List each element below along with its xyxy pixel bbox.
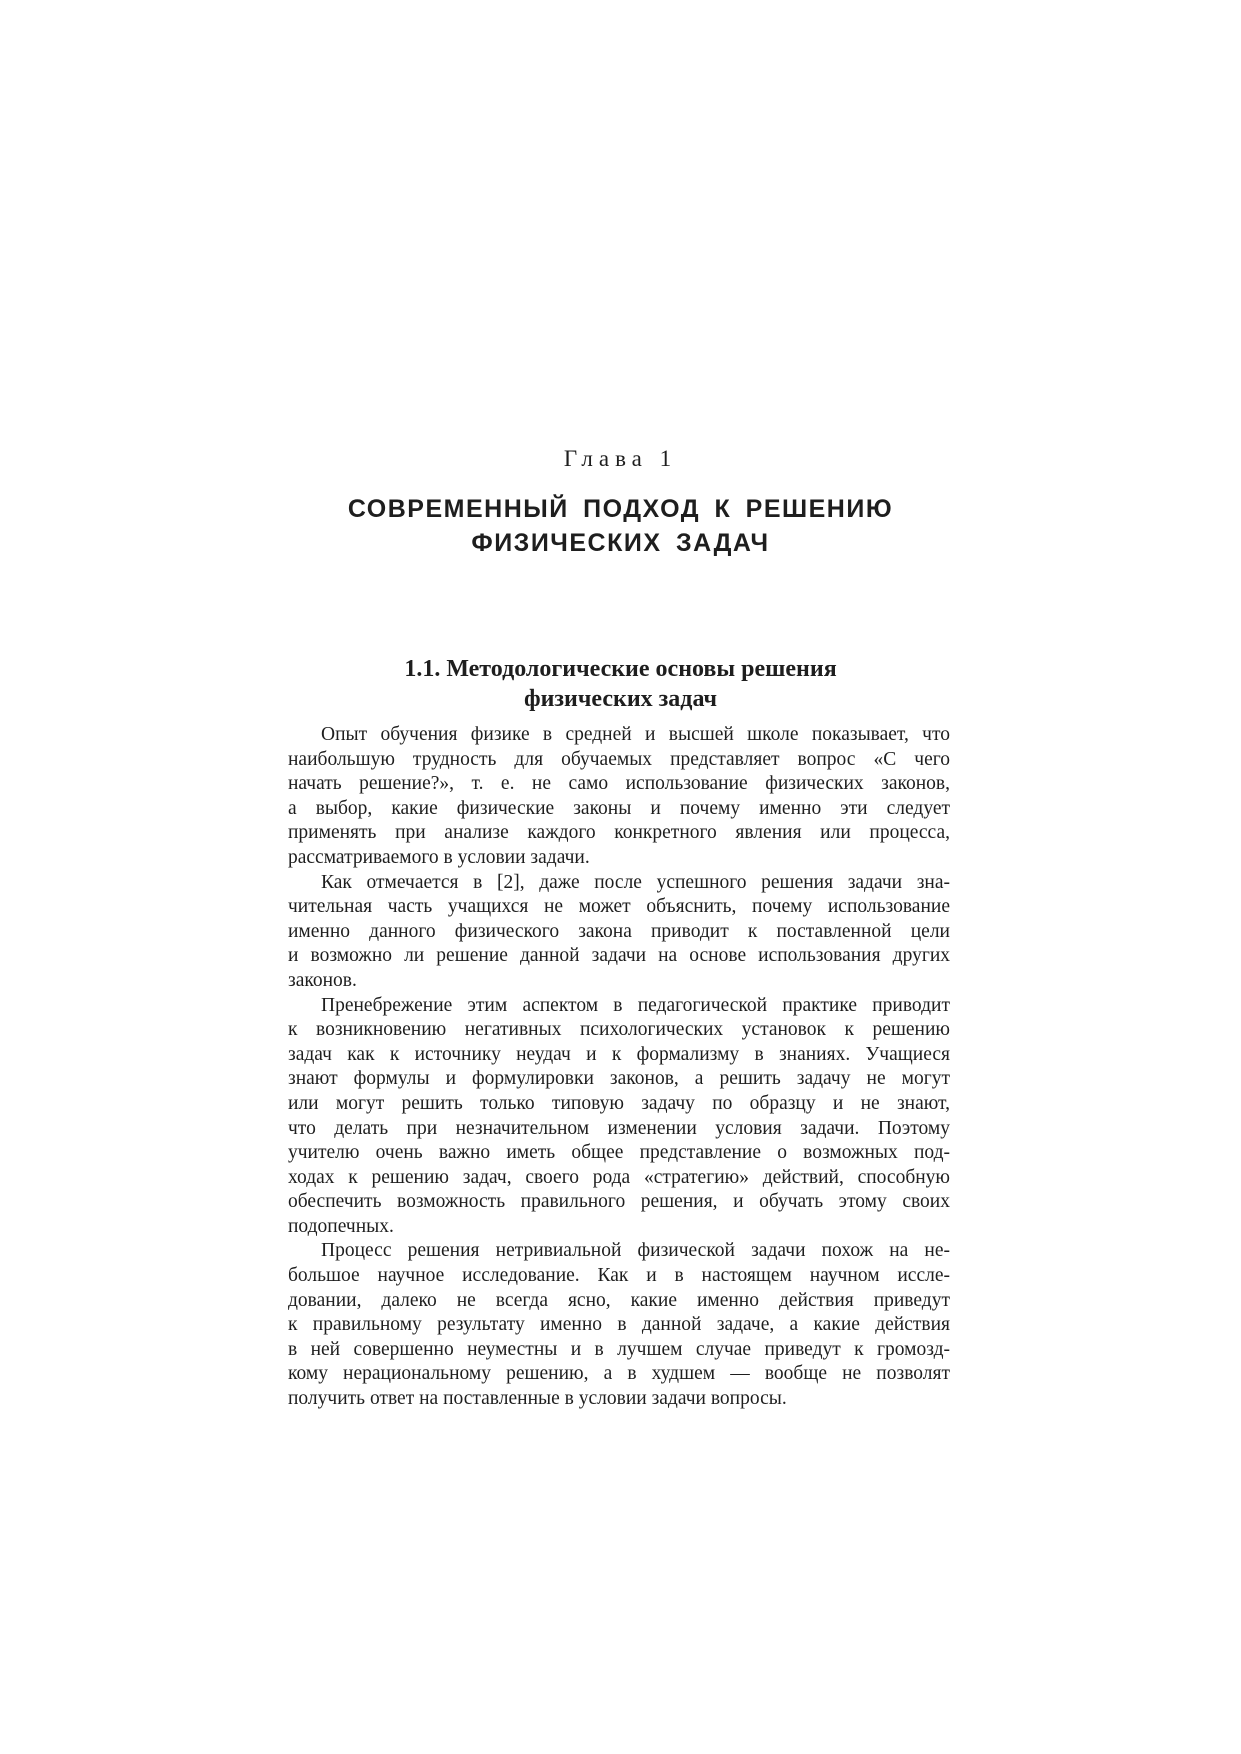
paragraph [288, 1239, 950, 1411]
text-line: большое научное исследование. Как и в настоящем научном иссле- [288, 1265, 950, 1287]
chapter-title-line: СОВРЕМЕННЫЙ ПОДХОД К РЕШЕНИЮ [347, 495, 894, 523]
text-line: начать решение?», т. е. не само использование физических законов, [288, 773, 950, 795]
text-line: довании, далеко не всегда ясно, какие именно действия приведут [288, 1289, 950, 1311]
text-line: кому нерациональному решению, а в худшем — вообще не позволят [288, 1363, 950, 1385]
text-line: получить ответ на поставленные в условии задачи вопросы. [288, 1388, 787, 1410]
paragraph [288, 871, 950, 994]
section-title [0, 654, 1241, 714]
chapter-title-line: ФИЗИЧЕСКИХ ЗАДАЧ [471, 529, 770, 557]
text-line: учителю очень важно иметь общее представление о возможных под- [288, 1142, 950, 1164]
text-line: Процесс решения нетривиальной физической задачи похож на не- [321, 1240, 950, 1262]
section-title-line: 1.1. Методологические основы решения [404, 656, 837, 682]
text-line: Как отмечается в [2], даже после успешного решения задачи зна- [321, 871, 950, 893]
text-line: а выбор, какие физические законы и почему именно эти следует [288, 797, 950, 819]
text-line: подопечных. [288, 1215, 394, 1237]
text-line: или могут решить только типовую задачу по образцу и не знают, [288, 1092, 950, 1114]
body-text [288, 723, 950, 1412]
text-line: ходах к решению задач, своего рода «стратегию» действий, способную [288, 1166, 950, 1188]
text-line: в ней совершенно неуместны и в лучшем случае приведут к громозд- [288, 1338, 950, 1360]
text-line: Опыт обучения физике в средней и высшей школе показывает, что [321, 724, 950, 745]
paragraph [288, 994, 950, 1240]
chapter-title [0, 492, 1241, 560]
chapter-label: Глава 1 [563, 446, 678, 471]
text-line: что делать при незначительном изменении условия задачи. Поэтому [288, 1117, 950, 1139]
text-line: именно данного физического закона приводит к поставленной цели [288, 920, 950, 942]
text-line: обеспечить возможность правильного решения, и обучать этому своих [288, 1191, 950, 1213]
text-line: применять при анализе каждого конкретного явления или процесса, [288, 822, 950, 844]
section-title-line: физических задач [523, 686, 718, 712]
text-line: Пренебрежение этим аспектом в педагогической практике приводит [321, 994, 950, 1016]
text-line: законов. [288, 969, 357, 991]
text-line: чительная часть учащихся не может объяснить, почему использование [288, 896, 950, 918]
text-line: знают формулы и формулировки законов, а решить задачу не могут [288, 1068, 950, 1090]
text-line: к правильному результату именно в данной задаче, а какие действия [288, 1314, 950, 1336]
text-line: и возможно ли решение данной задачи на основе использования других [288, 945, 950, 967]
text-line: наибольшую трудность для обучаемых представляет вопрос «С чего [288, 748, 950, 770]
text-line: к возникновению негативных психологических установок к решению [288, 1019, 950, 1041]
paragraph [288, 723, 950, 871]
text-line: задач как к источнику неудач и к формализму в знаниях. Учащиеся [288, 1043, 950, 1065]
text-line: рассматриваемого в условии задачи. [288, 846, 590, 868]
